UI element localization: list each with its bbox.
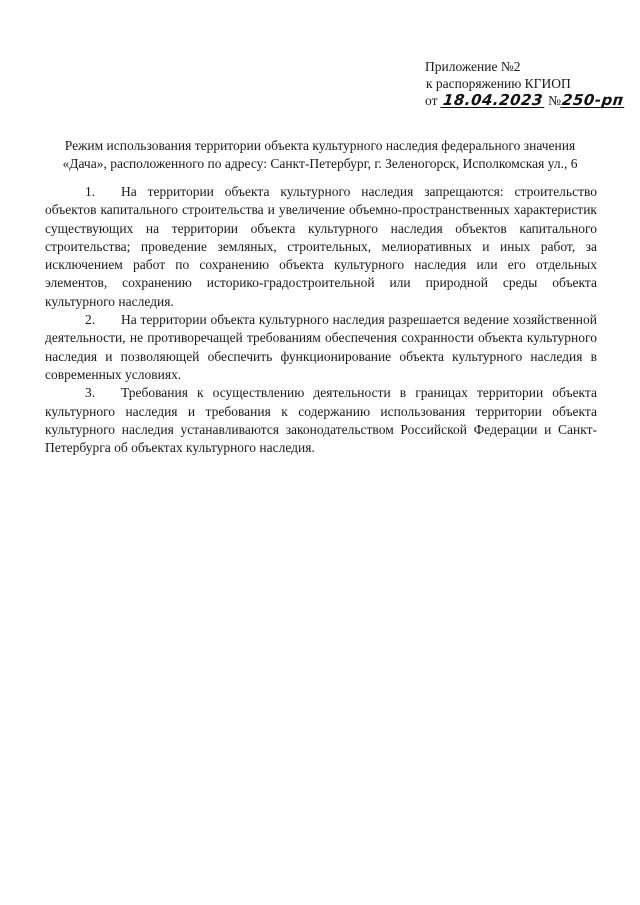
date-prefix: от [425,93,438,108]
paragraph-2 [45,311,597,384]
paragraph-number: 3. [85,385,96,401]
paragraph-text: Требования к осуществлению деятельности в границах территории объекта культурного наследия и требования к содержанию использования территории объекта культурного наследия устанавливаются законодательством Российской Федерации и Санкт-Петербурга об объектах культурного наследия. [45,385,597,456]
title-line-2: «Дача», расположенного по адресу: Санкт-Петербург, г. Зеленогорск, Исполкомская ул., 6 [62,156,578,171]
document-title [40,137,600,173]
number-prefix: № [548,93,562,108]
handwritten-number: 250-рп [561,91,625,109]
appendix-reference: к распоряжению КГИОП [426,76,571,91]
document-body [45,183,597,457]
paragraph-1 [45,183,597,311]
paragraph-3 [45,384,597,457]
title-line-1: Режим использования территории объекта культурного наследия федерального значения [64,138,576,153]
paragraph-text: На территории объекта культурного наследия разрешается ведение хозяйственной деятельности, не противоречащей требованиям обеспечения сохранности объекта культурного наследия и позволяющей обеспечить функционирование объекта культурного наследия в современных условиях. [45,312,597,382]
appendix-title: Приложение №2 [425,59,521,74]
handwritten-date: 18.04.2023 [441,91,544,109]
appendix-header [425,58,625,109]
paragraph-number: 2. [85,312,96,328]
paragraph-number: 1. [85,184,96,199]
appendix-date-number [425,92,625,109]
paragraph-text: На территории объекта культурного наследия запрещаются: строительство объектов капитального строительства и увеличение объемно-пространственных характеристик существующих на территории объекта культурного наследия объектов капитального строительства; проведение земляных, строительных, мелиоративных и иных работ, за исключением работ по сохранению объекта культурного наследия или его отдельных элементов, сохранению историко-градостроительной или природной среды объекта культурного наследия. [45,184,597,309]
